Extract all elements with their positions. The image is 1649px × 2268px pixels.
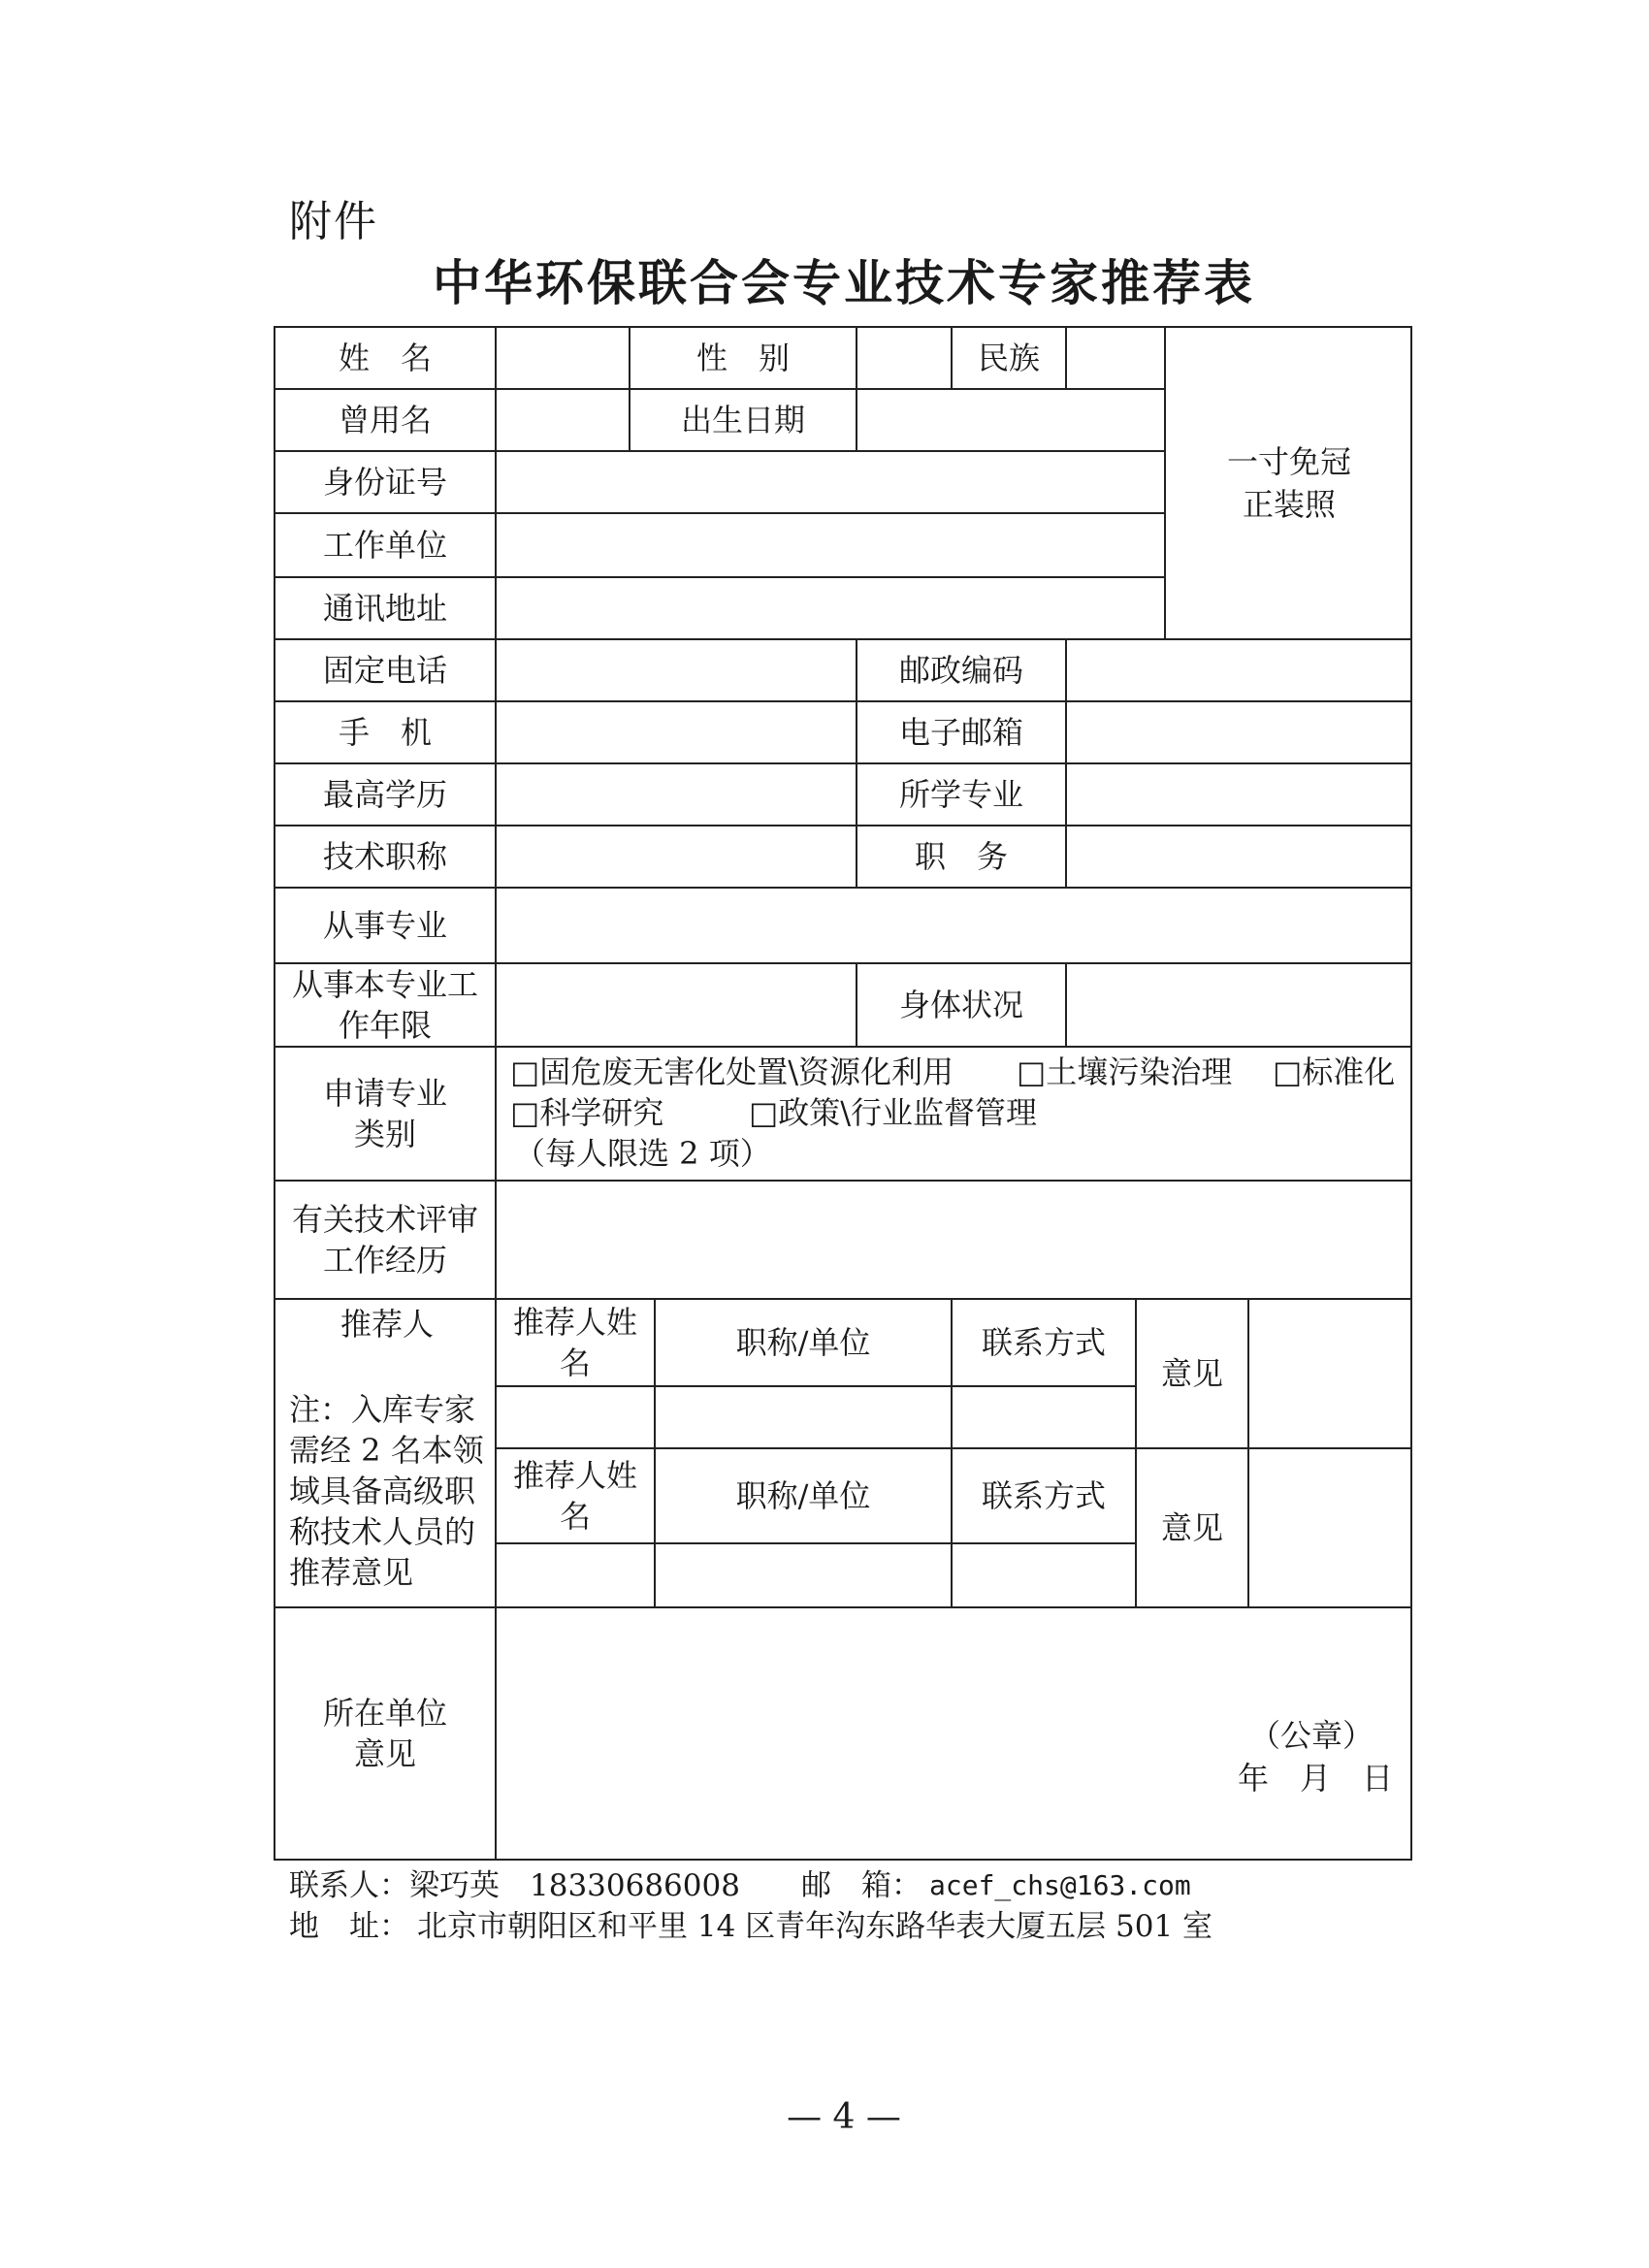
position-label: 职 务 (857, 826, 1067, 889)
recommender2-opinion-field[interactable] (1249, 1449, 1412, 1608)
gender-field[interactable] (857, 328, 953, 390)
landline-label: 固定电话 (275, 640, 497, 702)
recommender-note-4: 称技术人员的 (289, 1513, 476, 1550)
profession-label: 从事专业 (275, 889, 497, 964)
recommendation-form (274, 326, 1412, 1861)
footer-phone: 18330686008 (530, 1868, 740, 1903)
postcode-field[interactable] (1067, 640, 1412, 702)
review-experience-field[interactable] (497, 1182, 1412, 1300)
recommender2-contact-label: 联系方式 (953, 1449, 1137, 1544)
category-option-research[interactable]: □科学研究 (510, 1094, 664, 1131)
category-option-waste[interactable]: □固危废无害化处置\资源化利用 (510, 1053, 954, 1090)
former-name-label: 曾用名 (275, 390, 497, 452)
major-field[interactable] (1067, 764, 1412, 826)
recommender1-name-line2: 名 (559, 1345, 591, 1381)
footer-email-label: 邮 箱： (801, 1868, 922, 1903)
education-label: 最高学历 (275, 764, 497, 826)
recommender-label-cell (275, 1300, 497, 1608)
mobile-field[interactable] (497, 702, 857, 764)
name-label: 姓 名 (275, 328, 497, 390)
id-number-label: 身份证号 (275, 452, 497, 514)
seal-label: （公章） (1249, 1717, 1374, 1754)
recommender1-opinion-label: 意见 (1137, 1300, 1249, 1449)
recommender1-name-line1: 推荐人姓 (512, 1304, 637, 1341)
photo-text-line2: 正装照 (1242, 486, 1336, 523)
footer-contact-person: 联系人：梁巧英 (289, 1868, 500, 1903)
tech-title-label: 技术职称 (275, 826, 497, 889)
category-option-standard[interactable]: □标准化 (1273, 1053, 1396, 1090)
years-label-line1: 从事本专业工 (291, 966, 478, 1003)
position-field[interactable] (1067, 826, 1412, 889)
category-label (275, 1048, 497, 1182)
major-label: 所学专业 (857, 764, 1067, 826)
recommender2-title-unit-field[interactable] (656, 1544, 953, 1608)
photo-text-line1: 一寸免冠 (1226, 443, 1351, 480)
page-number: — 4 — (787, 2097, 901, 2137)
landline-field[interactable] (497, 640, 857, 702)
address-label: 通讯地址 (275, 578, 497, 640)
recommender-label: 推荐人 (340, 1306, 434, 1343)
recommender1-name-field[interactable] (497, 1387, 656, 1449)
photo-box[interactable] (1166, 328, 1412, 640)
work-unit-label: 工作单位 (275, 514, 497, 578)
years-field[interactable] (497, 964, 857, 1048)
attachment-label: 附件 (289, 197, 378, 246)
postcode-label: 邮政编码 (857, 640, 1067, 702)
recommender1-contact-label: 联系方式 (953, 1300, 1137, 1387)
unit-opinion-line2: 意见 (353, 1735, 416, 1772)
name-field[interactable] (497, 328, 630, 390)
review-experience-line2: 工作经历 (322, 1242, 447, 1279)
footer-address-label: 地 址： (289, 1909, 409, 1944)
footer-email: acef_chs@163.com (929, 1869, 1191, 1901)
review-experience-line1: 有关技术评审 (291, 1201, 478, 1238)
tech-title-field[interactable] (497, 826, 857, 889)
unit-opinion-label (275, 1608, 497, 1859)
recommender2-name-line2: 名 (559, 1498, 591, 1535)
former-name-field[interactable] (497, 390, 630, 452)
category-label-line1: 申请专业 (322, 1075, 447, 1112)
date-label: 年 月 日 (1238, 1760, 1394, 1797)
recommender2-contact-field[interactable] (953, 1544, 1137, 1608)
education-field[interactable] (497, 764, 857, 826)
ethnicity-label: 民族 (953, 328, 1067, 390)
recommender2-title-unit-label: 职称/单位 (656, 1449, 953, 1544)
email-field[interactable] (1067, 702, 1412, 764)
recommender-note-2: 需经 2 名本领 (289, 1432, 484, 1469)
work-unit-field[interactable] (497, 514, 1166, 578)
profession-field[interactable] (497, 889, 1412, 964)
recommender1-name-label (497, 1300, 656, 1387)
recommender2-opinion-label: 意见 (1137, 1449, 1249, 1608)
category-note: （每人限选 2 项） (514, 1135, 771, 1172)
form-title: 中华环保联合会专业技术专家推荐表 (433, 254, 1255, 311)
recommender1-title-unit-field[interactable] (656, 1387, 953, 1449)
address-field[interactable] (497, 578, 1166, 640)
email-label: 电子邮箱 (857, 702, 1067, 764)
years-label-line2: 作年限 (338, 1007, 432, 1044)
recommender-note-3: 域具备高级职 (289, 1473, 476, 1509)
recommender2-name-field[interactable] (497, 1544, 656, 1608)
recommender1-opinion-field[interactable] (1249, 1300, 1412, 1449)
recommender-note-1: 注：入库专家 (289, 1391, 476, 1428)
unit-opinion-line1: 所在单位 (322, 1695, 447, 1732)
birth-date-field[interactable] (857, 390, 1166, 452)
ethnicity-field[interactable] (1067, 328, 1166, 390)
recommender1-contact-field[interactable] (953, 1387, 1137, 1449)
category-option-policy[interactable]: □政策\行业监督管理 (749, 1094, 1038, 1131)
health-label: 身体状况 (857, 964, 1067, 1048)
category-label-line2: 类别 (353, 1116, 416, 1152)
review-experience-label (275, 1182, 497, 1300)
recommender1-title-unit-label: 职称/单位 (656, 1300, 953, 1387)
health-field[interactable] (1067, 964, 1412, 1048)
mobile-label: 手 机 (275, 702, 497, 764)
recommender2-name-line1: 推荐人姓 (512, 1457, 637, 1494)
footer-address: 北京市朝阳区和平里 14 区青年沟东路华表大厦五层 501 室 (417, 1909, 1213, 1944)
id-number-field[interactable] (497, 452, 1166, 514)
birth-date-label: 出生日期 (630, 390, 857, 452)
gender-label: 性 别 (630, 328, 857, 390)
recommender2-name-label (497, 1449, 656, 1544)
recommender-note-5: 推荐意见 (289, 1554, 414, 1591)
years-label (275, 964, 497, 1048)
category-option-soil[interactable]: □土壤污染治理 (1017, 1053, 1233, 1090)
